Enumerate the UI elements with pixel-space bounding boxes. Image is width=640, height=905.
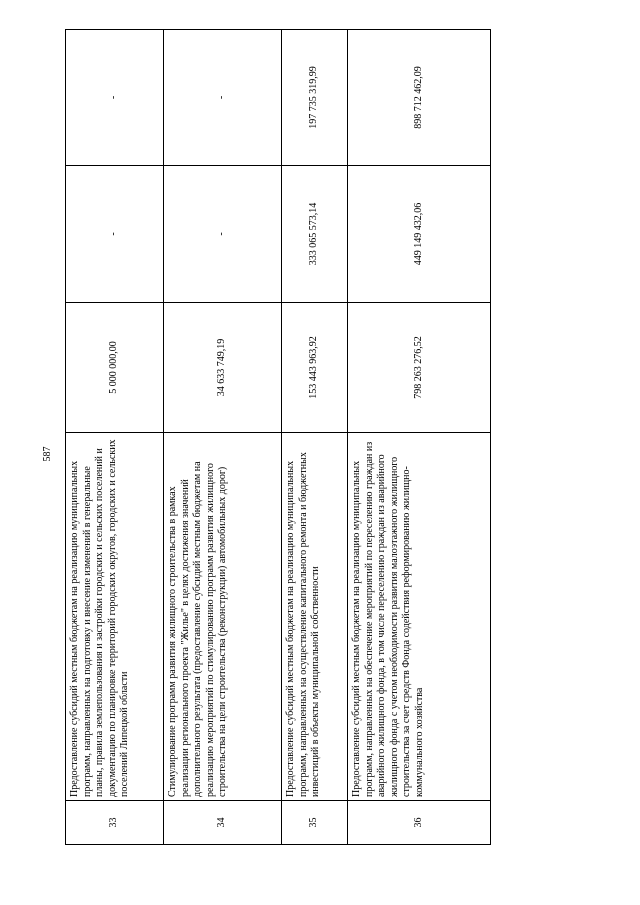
row-description: Предоставление субсидий местным бюджетам на реализацию муниципальных программ, направленных на обеспечение мероприятий по переселению граждан из аварийного жилищного фонда, в том числе переселению граждан из аварийного жилищного фонда с учетом необходимости развития малоэтажного жилищного строительства за счет средств Фонда содействия реформированию жилищно-коммунального хозяйства xyxy=(348,433,491,801)
amount-year-1: 798 263 276,52 xyxy=(348,303,491,433)
amount-year-2: - xyxy=(66,166,164,303)
page-number: 587 xyxy=(42,446,53,462)
amount-year-3: 898 712 462,09 xyxy=(348,30,491,166)
amount-year-3: - xyxy=(66,30,164,166)
row-description: Стимулирование программ развития жилищного строительства в рамках реализации регионального проекта "Жилье" в целях достижения значений дополнительного результата (предоставление субсидий местным бюджетам на реализацию мероприятий по стимулированию программ развития жилищного строительства на цели строительства (реконструкции) автомобильных дорог) xyxy=(164,433,282,801)
budget-table-rotated xyxy=(65,30,490,845)
amount-year-1: 153 443 963,92 xyxy=(282,303,348,433)
table-row xyxy=(66,30,164,845)
amount-year-1: 5 000 000,00 xyxy=(66,303,164,433)
budget-table-wrapper xyxy=(65,30,490,845)
amount-year-1: 34 633 749,19 xyxy=(164,303,282,433)
row-number: 34 xyxy=(164,801,282,845)
amount-year-3: - xyxy=(164,30,282,166)
amount-year-2: 449 149 432,06 xyxy=(348,166,491,303)
row-number: 35 xyxy=(282,801,348,845)
row-number: 33 xyxy=(66,801,164,845)
table-row xyxy=(164,30,282,845)
table-row xyxy=(348,30,491,845)
row-description: Предоставление субсидий местным бюджетам на реализацию муниципальных программ, направленных на подготовку и внесение изменений в генеральные планы, правила землепользования и застройки городских и сельских поселений и документацию по планировке территорий городских округов, городских и сельских поселений Липецкой области xyxy=(66,433,164,801)
amount-year-2: - xyxy=(164,166,282,303)
amount-year-2: 333 065 573,14 xyxy=(282,166,348,303)
table-row xyxy=(282,30,348,845)
budget-table xyxy=(65,29,491,845)
amount-year-3: 197 735 319,99 xyxy=(282,30,348,166)
row-description: Предоставление субсидий местным бюджетам на реализацию муниципальных программ, направленных на осуществление капитального ремонта и бюджетных инвестиций в объекты муниципальной собственности xyxy=(282,433,348,801)
row-number: 36 xyxy=(348,801,491,845)
